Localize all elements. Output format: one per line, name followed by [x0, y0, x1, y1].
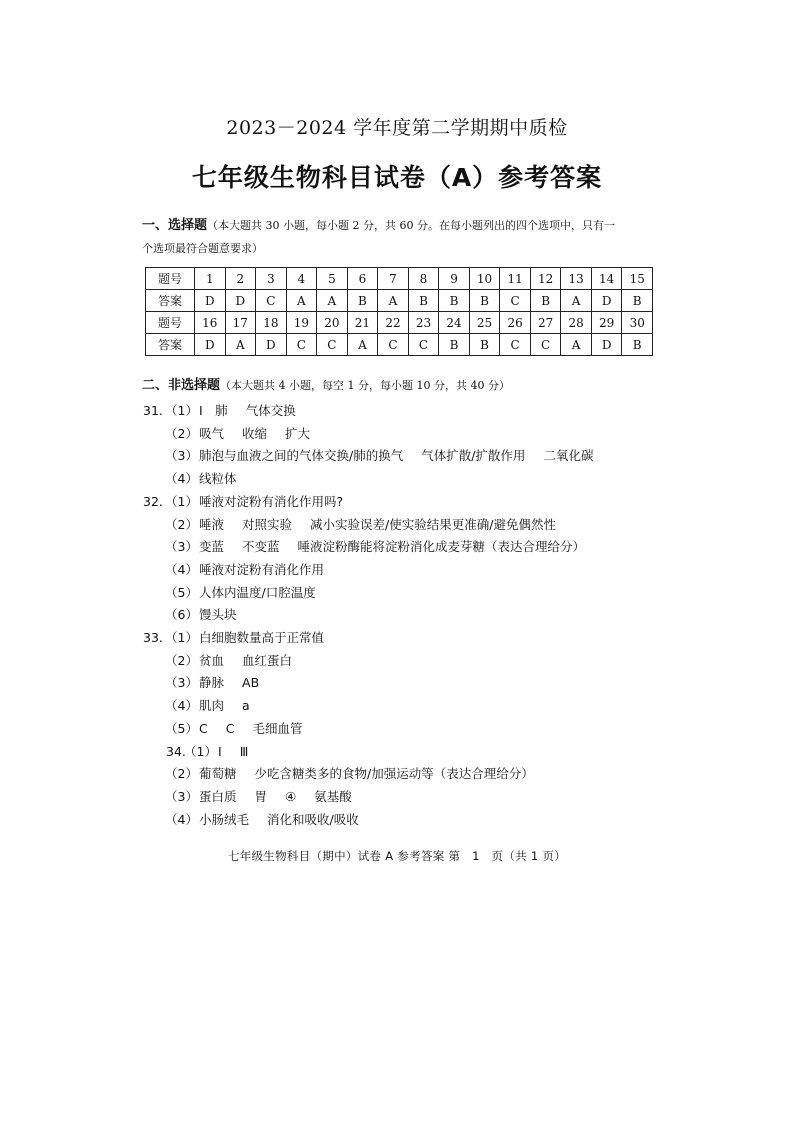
sub-question-number: （1）	[165, 630, 198, 645]
answer-cell: B	[439, 334, 470, 356]
sub-question-number: （5）	[165, 585, 198, 600]
sub-question-number: （1）	[184, 744, 217, 759]
answer-line	[165, 764, 552, 784]
answer-text: 蛋白质	[199, 789, 237, 804]
sub-question-number: （3）	[165, 789, 198, 804]
answer-text: 对照实验	[242, 517, 293, 532]
question-number-cell: 24	[439, 312, 470, 334]
answer-cell: C	[317, 334, 348, 356]
answer-cell: A	[561, 334, 592, 356]
row-label-question: 题号	[146, 268, 195, 290]
answer-cell: B	[622, 290, 653, 312]
section1-note: （本大题共 30 小题，每小题 2 分，共 60 分。在每小题列出的四个选项中，只有一	[207, 219, 615, 232]
answer-text: 胃	[254, 789, 268, 804]
answer-text: 变蓝	[199, 539, 225, 554]
sub-question-number: （3）	[165, 675, 198, 690]
answer-line	[165, 787, 370, 807]
exam-term-title: 2023－2024 学年度第二学期期中质检	[226, 117, 568, 139]
answer-line	[165, 424, 328, 444]
answer-cell: A	[286, 290, 317, 312]
question-number: 34.	[166, 744, 186, 759]
answer-cell: C	[408, 334, 439, 356]
answer-line	[166, 742, 266, 762]
answer-line	[165, 537, 603, 557]
question-number-cell: 27	[530, 312, 561, 334]
sub-question-number: （4）	[165, 562, 198, 577]
answer-text: 唾液对淀粉有消化作用	[199, 562, 325, 577]
answer-cell: C	[378, 334, 409, 356]
question-number-row	[146, 268, 653, 290]
answer-cell: A	[317, 290, 348, 312]
sub-question-number: （1）	[165, 494, 198, 509]
section2-heading	[142, 375, 662, 397]
question-number-cell: 23	[408, 312, 439, 334]
answer-line	[165, 446, 611, 466]
answer-text: 葡萄糖	[199, 766, 237, 781]
answer-cell: C	[256, 290, 287, 312]
answer-text: 收缩	[242, 426, 268, 441]
question-number-cell: 3	[256, 268, 287, 290]
section2-note: （本大题共 4 小题，每空 1 分，每小题 10 分，共 40 分）	[220, 379, 510, 392]
question-number-cell: 8	[408, 268, 439, 290]
answer-text: Ⅰ	[218, 744, 222, 759]
question-number-cell: 19	[286, 312, 317, 334]
question-number: 31.	[143, 403, 163, 418]
section1-title: 一、选择题	[142, 218, 208, 233]
answer-cell: D	[256, 334, 287, 356]
answer-cell: B	[408, 290, 439, 312]
answer-text: 不变蓝	[242, 539, 280, 554]
answer-cell: B	[469, 334, 500, 356]
question-number-cell: 16	[195, 312, 226, 334]
question-number-cell: 12	[530, 268, 561, 290]
answer-line	[165, 469, 255, 489]
answer-text: I 肺	[199, 403, 228, 418]
question-number-cell: 5	[317, 268, 348, 290]
sub-question-number: （2）	[165, 426, 198, 441]
answer-cell: C	[500, 334, 531, 356]
answer-line	[143, 628, 342, 648]
answer-cell: C	[286, 334, 317, 356]
answer-text: 唾液淀粉酶能将淀粉消化成麦芽糖（表达合理给分）	[297, 539, 586, 554]
question-number-cell: 25	[469, 312, 500, 334]
sub-question-number: （2）	[165, 653, 198, 668]
answer-line	[143, 492, 361, 512]
question-number-cell: 2	[225, 268, 256, 290]
answer-text: C	[225, 721, 235, 736]
answer-text: 二氧化碳	[543, 448, 594, 463]
sub-question-number: （1）	[165, 403, 198, 418]
answer-line	[165, 651, 310, 671]
answer-text: 毛细血管	[252, 721, 303, 736]
answer-text: 消化和吸收/吸收	[267, 812, 359, 827]
answer-line	[165, 583, 334, 603]
question-number-cell: 1	[195, 268, 226, 290]
answer-cell: B	[439, 290, 470, 312]
answer-text: 馒头块	[199, 607, 237, 622]
question-number-cell: 18	[256, 312, 287, 334]
answer-cell: A	[347, 334, 378, 356]
sub-question-number: （3）	[165, 448, 198, 463]
answer-line	[165, 605, 255, 625]
answer-text: 人体内温度/口腔温度	[199, 585, 316, 600]
answer-line	[165, 673, 277, 693]
answer-cell: B	[469, 290, 500, 312]
answer-line	[165, 696, 268, 716]
answer-line	[165, 560, 342, 580]
question-number-cell: 13	[561, 268, 592, 290]
section1-note-cont: 个选项最符合题意要求）	[142, 242, 263, 255]
question-number: 32.	[143, 494, 163, 509]
question-number-cell: 6	[347, 268, 378, 290]
answer-text: Ⅲ	[239, 744, 249, 759]
row-label-question: 题号	[146, 312, 195, 334]
question-number-cell: 29	[591, 312, 622, 334]
question-number-cell: 10	[469, 268, 500, 290]
answer-text: 唾液对淀粉有消化作用吗?	[199, 494, 344, 509]
question-number-cell: 26	[500, 312, 531, 334]
question-number-cell: 15	[622, 268, 653, 290]
question-number-cell: 9	[439, 268, 470, 290]
answer-cell: A	[225, 334, 256, 356]
answer-text: 贫血	[199, 653, 225, 668]
answer-cell: A	[561, 290, 592, 312]
answer-line	[165, 810, 377, 830]
answer-text: 减小实验误差/使实验结果更准确/避免偶然性	[310, 517, 556, 532]
question-number-cell: 28	[561, 312, 592, 334]
sub-question-number: （2）	[165, 517, 198, 532]
question-number-cell: 7	[378, 268, 409, 290]
answer-cell: B	[530, 290, 561, 312]
section2-title: 二、非选择题	[142, 378, 221, 393]
sub-question-number: （6）	[165, 607, 198, 622]
question-number-cell: 17	[225, 312, 256, 334]
question-number-cell: 11	[500, 268, 531, 290]
question-number-cell: 20	[317, 312, 348, 334]
answer-text: 白细胞数量高于正常值	[199, 630, 325, 645]
question-number-cell: 4	[286, 268, 317, 290]
row-label-answer: 答案	[146, 290, 195, 312]
answer-text: 少吃含糖类多的食物/加强运动等（表达合理给分）	[254, 766, 534, 781]
answer-text: 吸气	[199, 426, 225, 441]
answer-text: 氨基酸	[314, 789, 352, 804]
answer-text: ④	[285, 789, 297, 804]
answer-cell: C	[530, 334, 561, 356]
sub-question-number: （3）	[165, 539, 198, 554]
page-footer: 七年级生物科目（期中）试卷 A 参考答案 第 1 页（共 1 页）	[227, 849, 567, 863]
answer-cell: D	[591, 290, 622, 312]
answer-cell: D	[591, 334, 622, 356]
answer-text: C	[199, 721, 208, 736]
question-number-cell: 22	[378, 312, 409, 334]
sub-question-number: （5）	[165, 721, 198, 736]
sub-question-number: （4）	[165, 698, 198, 713]
answer-text: 线粒体	[199, 471, 237, 486]
question-number-cell: 14	[591, 268, 622, 290]
sub-question-number: （2）	[165, 766, 198, 781]
answer-line	[165, 719, 320, 739]
answer-text: 肺泡与血液之间的气体交换/肺的换气	[199, 448, 404, 463]
answer-row	[146, 290, 653, 312]
answer-text: 血红蛋白	[242, 653, 293, 668]
answer-text: AB	[242, 675, 260, 690]
answer-line	[165, 515, 574, 535]
answer-cell: B	[347, 290, 378, 312]
answer-text: a	[242, 698, 250, 713]
answer-cell: D	[195, 334, 226, 356]
sub-question-number: （4）	[165, 812, 198, 827]
section1-heading	[142, 215, 662, 237]
row-label-answer: 答案	[146, 334, 195, 356]
answer-text: 静脉	[199, 675, 225, 690]
answer-cell: D	[195, 290, 226, 312]
answer-cell: B	[622, 334, 653, 356]
answer-text: 气体扩散/扩散作用	[421, 448, 526, 463]
answer-text: 气体交换	[245, 403, 296, 418]
answer-row	[146, 334, 653, 356]
answer-cell: A	[378, 290, 409, 312]
sub-question-number: （4）	[165, 471, 198, 486]
answer-cell: C	[500, 290, 531, 312]
question-number-cell: 21	[347, 312, 378, 334]
answer-text: 小肠绒毛	[199, 812, 250, 827]
answer-text: 肌肉	[199, 698, 225, 713]
answer-cell: D	[225, 290, 256, 312]
answer-text: 唾液	[199, 517, 225, 532]
question-number-cell: 30	[622, 312, 653, 334]
question-number: 33.	[143, 630, 163, 645]
answer-text: 扩大	[285, 426, 311, 441]
answer-line	[143, 401, 314, 421]
answer-key-title: 七年级生物科目试卷（A）参考答案	[191, 163, 603, 192]
choice-answer-table	[145, 267, 653, 356]
question-number-row	[146, 312, 653, 334]
